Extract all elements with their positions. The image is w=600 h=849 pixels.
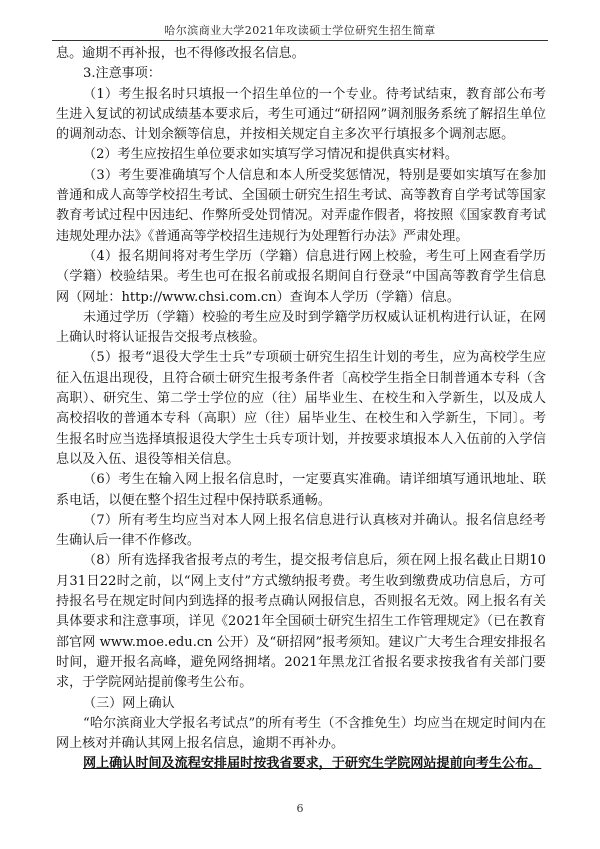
page-number: 6 [296,802,304,815]
paragraph-confirmation: “哈尔滨商业大学报名考试点”的所有考生（不含推免生）均应当在规定时间内在网上核对并确认其网上报名信息，逾期不再补办。 [56,715,546,752]
paragraph-note-8: （8）所有选择我省报考点的考生，提交报考信息后，须在网上报名截止日期10月31日22时之前，以“网上支付”方式缴纳报考费。考生收到缴费成功信息后，方可持报名号在规定时间内到选择的报考点确认网报信息，否则报名无效。网上报名有关具体要求和注意事项，详见《2021年全国硕士研究生招生工作管理规定》（已在教育部官网 www.moe.edu.cn 公开）及“研招网”报考须知。建议广大考生合理安排报名时间，避开报名高峰，避免网络拥堵。2021年黑龙江省报名要求按我省有关部门要求，于学院网站提前像考生公布。 [56,553,546,691]
paragraph-note-7: （7）所有考生均应当对本人网上报名信息进行认真核对并确认。报名信息经考生确认后一律不作修改。 [56,512,546,549]
paragraph-continuation: 息。逾期不再补报，也不得修改报名信息。 [56,46,305,61]
document-body [56,44,546,775]
paragraph-note-4: （4）报名期间将对考生学历（学籍）信息进行网上校验，考生可上网查看学历（学籍）校验结果。考生也可在报名前或报名期间自行登录“中国高等教育学生信息网（网址：http://www.chsi.com.cn）查询本人学历（学籍）信息。 [56,248,546,305]
paragraph-note-6: （6）考生在输入网上报名信息时，一定要真实准确。请详细填写通讯地址、联系电话，以便在整个招生过程中保持联系通畅。 [56,472,546,508]
section-heading-notes: 3.注意事项： [83,66,161,82]
paragraph-note-2: （2）考生应按招生单位要求如实填写学习情况和提供真实材料。 [83,147,458,163]
paragraph-confirmation-schedule: 网上确认时间及流程安排届时按我省要求，于研究生学院网站提前向考生公布。 [83,756,542,772]
running-header: 哈尔滨商业大学2021年攻读硕士学位研究生招生简章 [164,24,436,37]
paragraph-note-3: （3）考生要准确填写个人信息和本人所受奖惩情况，特别是要如实填写在参加普通和成人高等学校招生考试、全国硕士研究生招生考试、高等教育自学考试等国家教育考试过程中因违纪、作弊所受处罚情况。对弄虚作假者，将按照《国家教育考试违规处理办法》《普通高等学校招生违规行为处理暂行办法》严肃处理。 [56,167,546,244]
paragraph-note-4-cont: 未通过学历（学籍）校验的考生应及时到学籍学历权威认证机构进行认证，在网上确认时将认证报告交报考点核验。 [56,309,546,346]
paragraph-note-1: （1）考生报名时只填报一个招生单位的一个专业。待考试结束，教育部公布考生进入复试的初试成绩基本要求后，考生可通过“研招网”调剂服务系统了解招生单位的调剂动态、计划余额等信息，并按相关规定自主多次平行填报多个调剂志愿。 [56,86,546,143]
section-heading-online-confirmation: （三）网上确认 [83,695,175,711]
paragraph-note-5: （5）报考“退役大学生士兵”专项硕士研究生招生计划的考生，应为高校学生应征入伍退出现役，且符合硕士研究生报考条件者〔高校学生指全日制普通本专科（含高职）、研究生、第二学士学位的应（往）届毕业生、在校生和入学新生，以及成人高校招收的普通本专科（高职）应（往）届毕业生、在校生和入学新生，下同〕。考生报名时应当选择填报退役大学生士兵专项计划，并按要求填报本人入伍前的入学信息以及入伍、退役等相关信息。 [56,350,546,467]
header-rule [52,40,548,41]
